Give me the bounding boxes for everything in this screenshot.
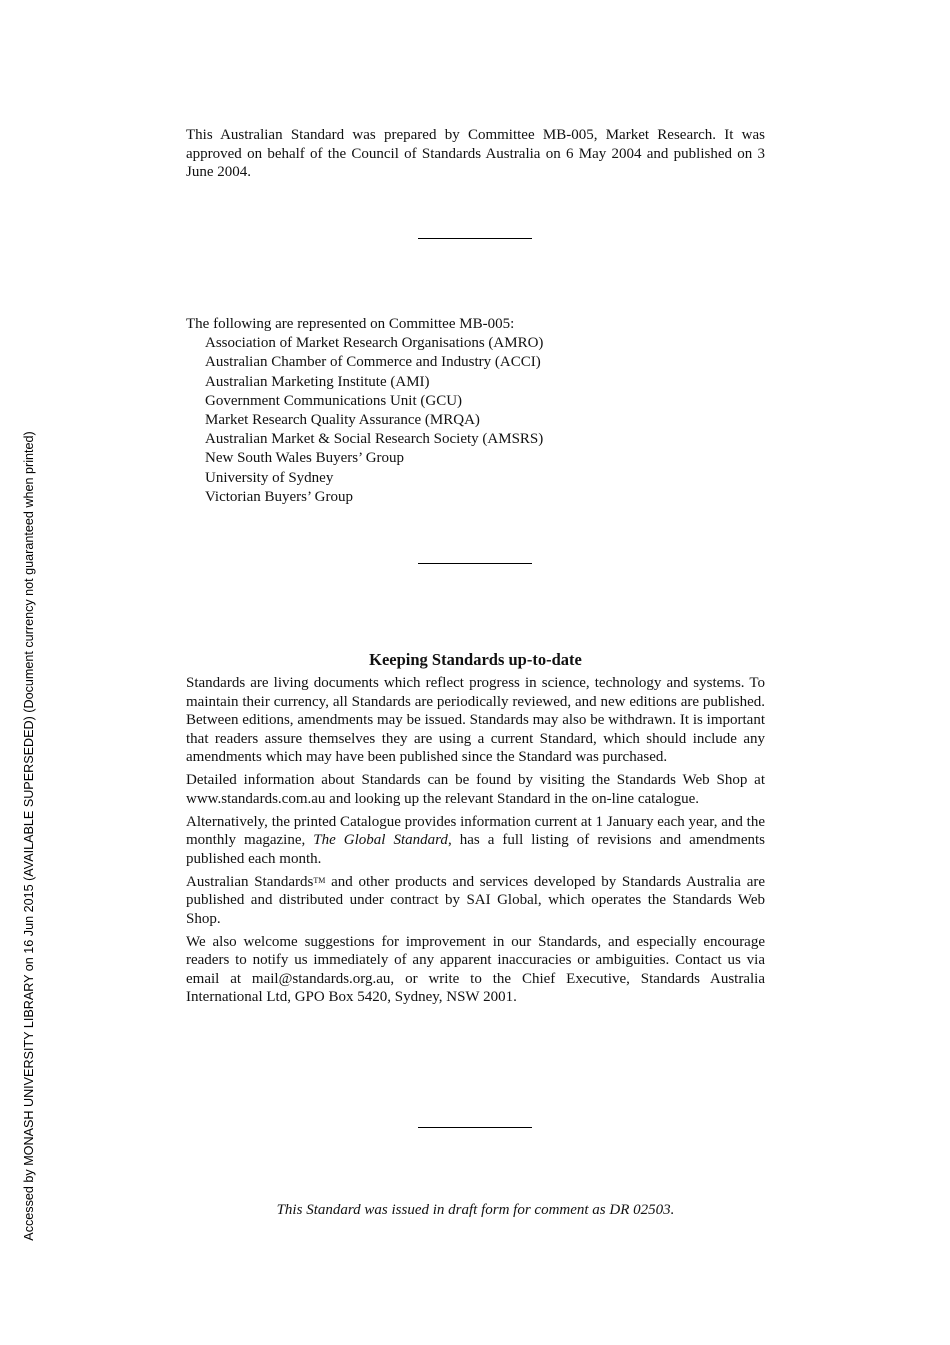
intro-paragraph: This Australian Standard was prepared by Committee MB-005, Market Research. It was approved on behalf of the Council of Standards Australia on 6 May 2004 and published on 3 June 2004. xyxy=(186,127,765,180)
committee-member: Australian Marketing Institute (AMI) xyxy=(205,373,430,390)
committee-member: New South Wales Buyers’ Group xyxy=(205,450,405,467)
draft-note: This Standard was issued in draft form for comment as DR 02503. xyxy=(276,1202,675,1218)
divider-rule xyxy=(418,563,532,564)
committee-member-list xyxy=(186,334,765,507)
committee-heading: The following are represented on Committee MB-005: xyxy=(186,316,515,332)
committee-member: University of Sydney xyxy=(205,469,334,486)
keeping-standards-heading: Keeping Standards up-to-date xyxy=(369,650,582,669)
keeping-text: Alternatively, the printed Catalogue provides information current at 1 January each year, and the monthly magazine, xyxy=(186,813,765,848)
committee-member: Market Research Quality Assurance (MRQA) xyxy=(205,412,480,429)
trademark-mark: TM xyxy=(313,875,326,885)
access-watermark: Accessed by MONASH UNIVERSITY LIBRARY on 16 Jun 2015 (AVAILABLE SUPERSEDED) (Document currency not guaranteed when printed) xyxy=(22,431,36,1241)
keeping-paragraph: We also welcome suggestions for improvement in our Standards, and especially encourage readers to notify us immediately of any apparent inaccuracies or ambiguities. Contact us via email at mail@standards.org.au, or write to the Chief Executive, Standards Australia International Ltd, GPO Box 5420, Sydney, NSW 2001. xyxy=(186,933,765,1005)
divider-rule xyxy=(418,238,532,239)
committee-section xyxy=(186,315,765,507)
keeping-standards-body xyxy=(186,674,765,1011)
keeping-text: and other products and services developed by Standards Australia are published and distributed under contract by SAI Global, which operates the Standards Web Shop. xyxy=(186,873,766,927)
committee-member: Victorian Buyers’ Group xyxy=(205,488,353,505)
committee-member: Australian Market & Social Research Society (AMSRS) xyxy=(205,431,544,448)
magazine-title: The Global Standard xyxy=(313,832,448,848)
keeping-paragraph: Detailed information about Standards can be found by visiting the Standards Web Shop at www.standards.com.au and looking up the relevant Standard in the on-line catalogue. xyxy=(186,772,765,807)
keeping-paragraph xyxy=(186,873,765,929)
committee-member: Government Communications Unit (GCU) xyxy=(205,392,463,409)
keeping-text: Australian Standards xyxy=(186,873,314,890)
keeping-paragraph: Standards are living documents which reflect progress in science, technology and systems. To maintain their currency, all Standards are periodically reviewed, and new editions are published. Between editions, amendments may be issued. Standards may also be withdrawn. It is important that readers assure themselves they are using a current Standard, which should include any amendments which may have been published since the Standard was purchased. xyxy=(186,675,765,765)
committee-member: Australian Chamber of Commerce and Industry (ACCI) xyxy=(205,354,541,371)
committee-member: Association of Market Research Organisations (AMRO) xyxy=(205,335,544,352)
keeping-text: , has a full listing of revisions and amendments published each month. xyxy=(186,832,765,867)
keeping-paragraph xyxy=(186,813,765,869)
divider-rule xyxy=(418,1127,532,1128)
